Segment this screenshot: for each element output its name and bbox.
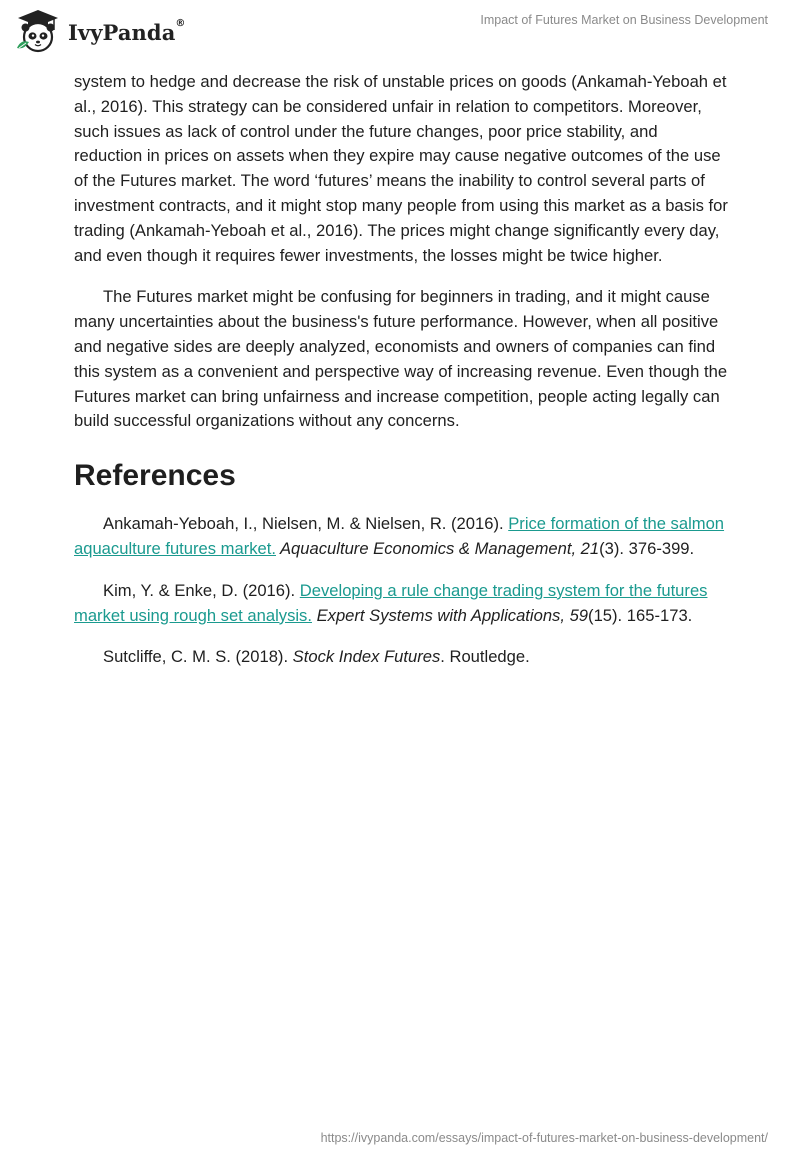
logo-text: IvyPanda [68,19,176,45]
body-paragraph: system to hedge and decrease the risk of unstable prices on goods (Ankamah-Yeboah et al., 2016). This strategy can be considered unfair in relation to competitors. Moreover, such issues as lack of control under the future changes, poor price stability, and reduction in prices on assets when they expire may cause negative outcomes of the use of the Futures market. The word ‘futures’ means the inability to control several parts of investment contracts, and it might stop many people from using this market as a basis for trading (Ankamah-Yeboah et al., 2016). The prices might change significantly every day, and even though it requires fewer investments, the losses might be twice higher. [74,72,728,265]
reference-item [74,579,730,629]
essay-content [74,70,730,687]
reference-link[interactable]: Developing a rule change trading system for the futures market using rough set analysis. [74,580,708,625]
reference-link[interactable]: Price formation of the salmon aquaculture futures market. [74,514,725,558]
reference-authors: Sutcliffe, C. M. S. (2018). [103,647,293,667]
reference-journal: Expert Systems with Applications, 59 [311,605,589,625]
body-paragraph: The Futures market might be confusing for beginners in trading, and it might cause many uncertainties about the business's future performance. However, when all positive and negative sides are deeply analyzed, economists and owners of companies can find this system as a convenient and perspective way of increasing revenue. Even though the Futures market can bring unfairness and increase competition, people acting legally can build successful organizations without any concerns. [74,287,728,431]
reference-authors: Kim, Y. & Enke, D. (2016). [103,580,300,600]
reference-book-title: Stock Index Futures [292,647,441,667]
reference-item [74,512,730,562]
registered-mark: ® [175,17,186,29]
document-title: Impact of Futures Market on Business Development [480,13,768,27]
references-heading: References [74,459,236,493]
reference-tail: (15). 165-173. [588,605,693,625]
reference-tail: (3). 376-399. [599,538,695,558]
footer-url[interactable]: https://ivypanda.com/essays/impact-of-futures-market-on-business-development/ [320,1131,768,1145]
ivypanda-logo[interactable] [14,8,186,54]
reference-tail: . Routledge. [440,647,530,667]
reference-journal: Aquaculture Economics & Management, 21 [276,538,600,558]
reference-authors: Ankamah-Yeboah, I., Nielsen, M. & Nielsen, R. (2016). [103,514,509,534]
logo-wordmark [68,17,186,45]
reference-item [74,645,730,670]
page-header [0,0,800,60]
panda-logo-icon [14,8,62,54]
